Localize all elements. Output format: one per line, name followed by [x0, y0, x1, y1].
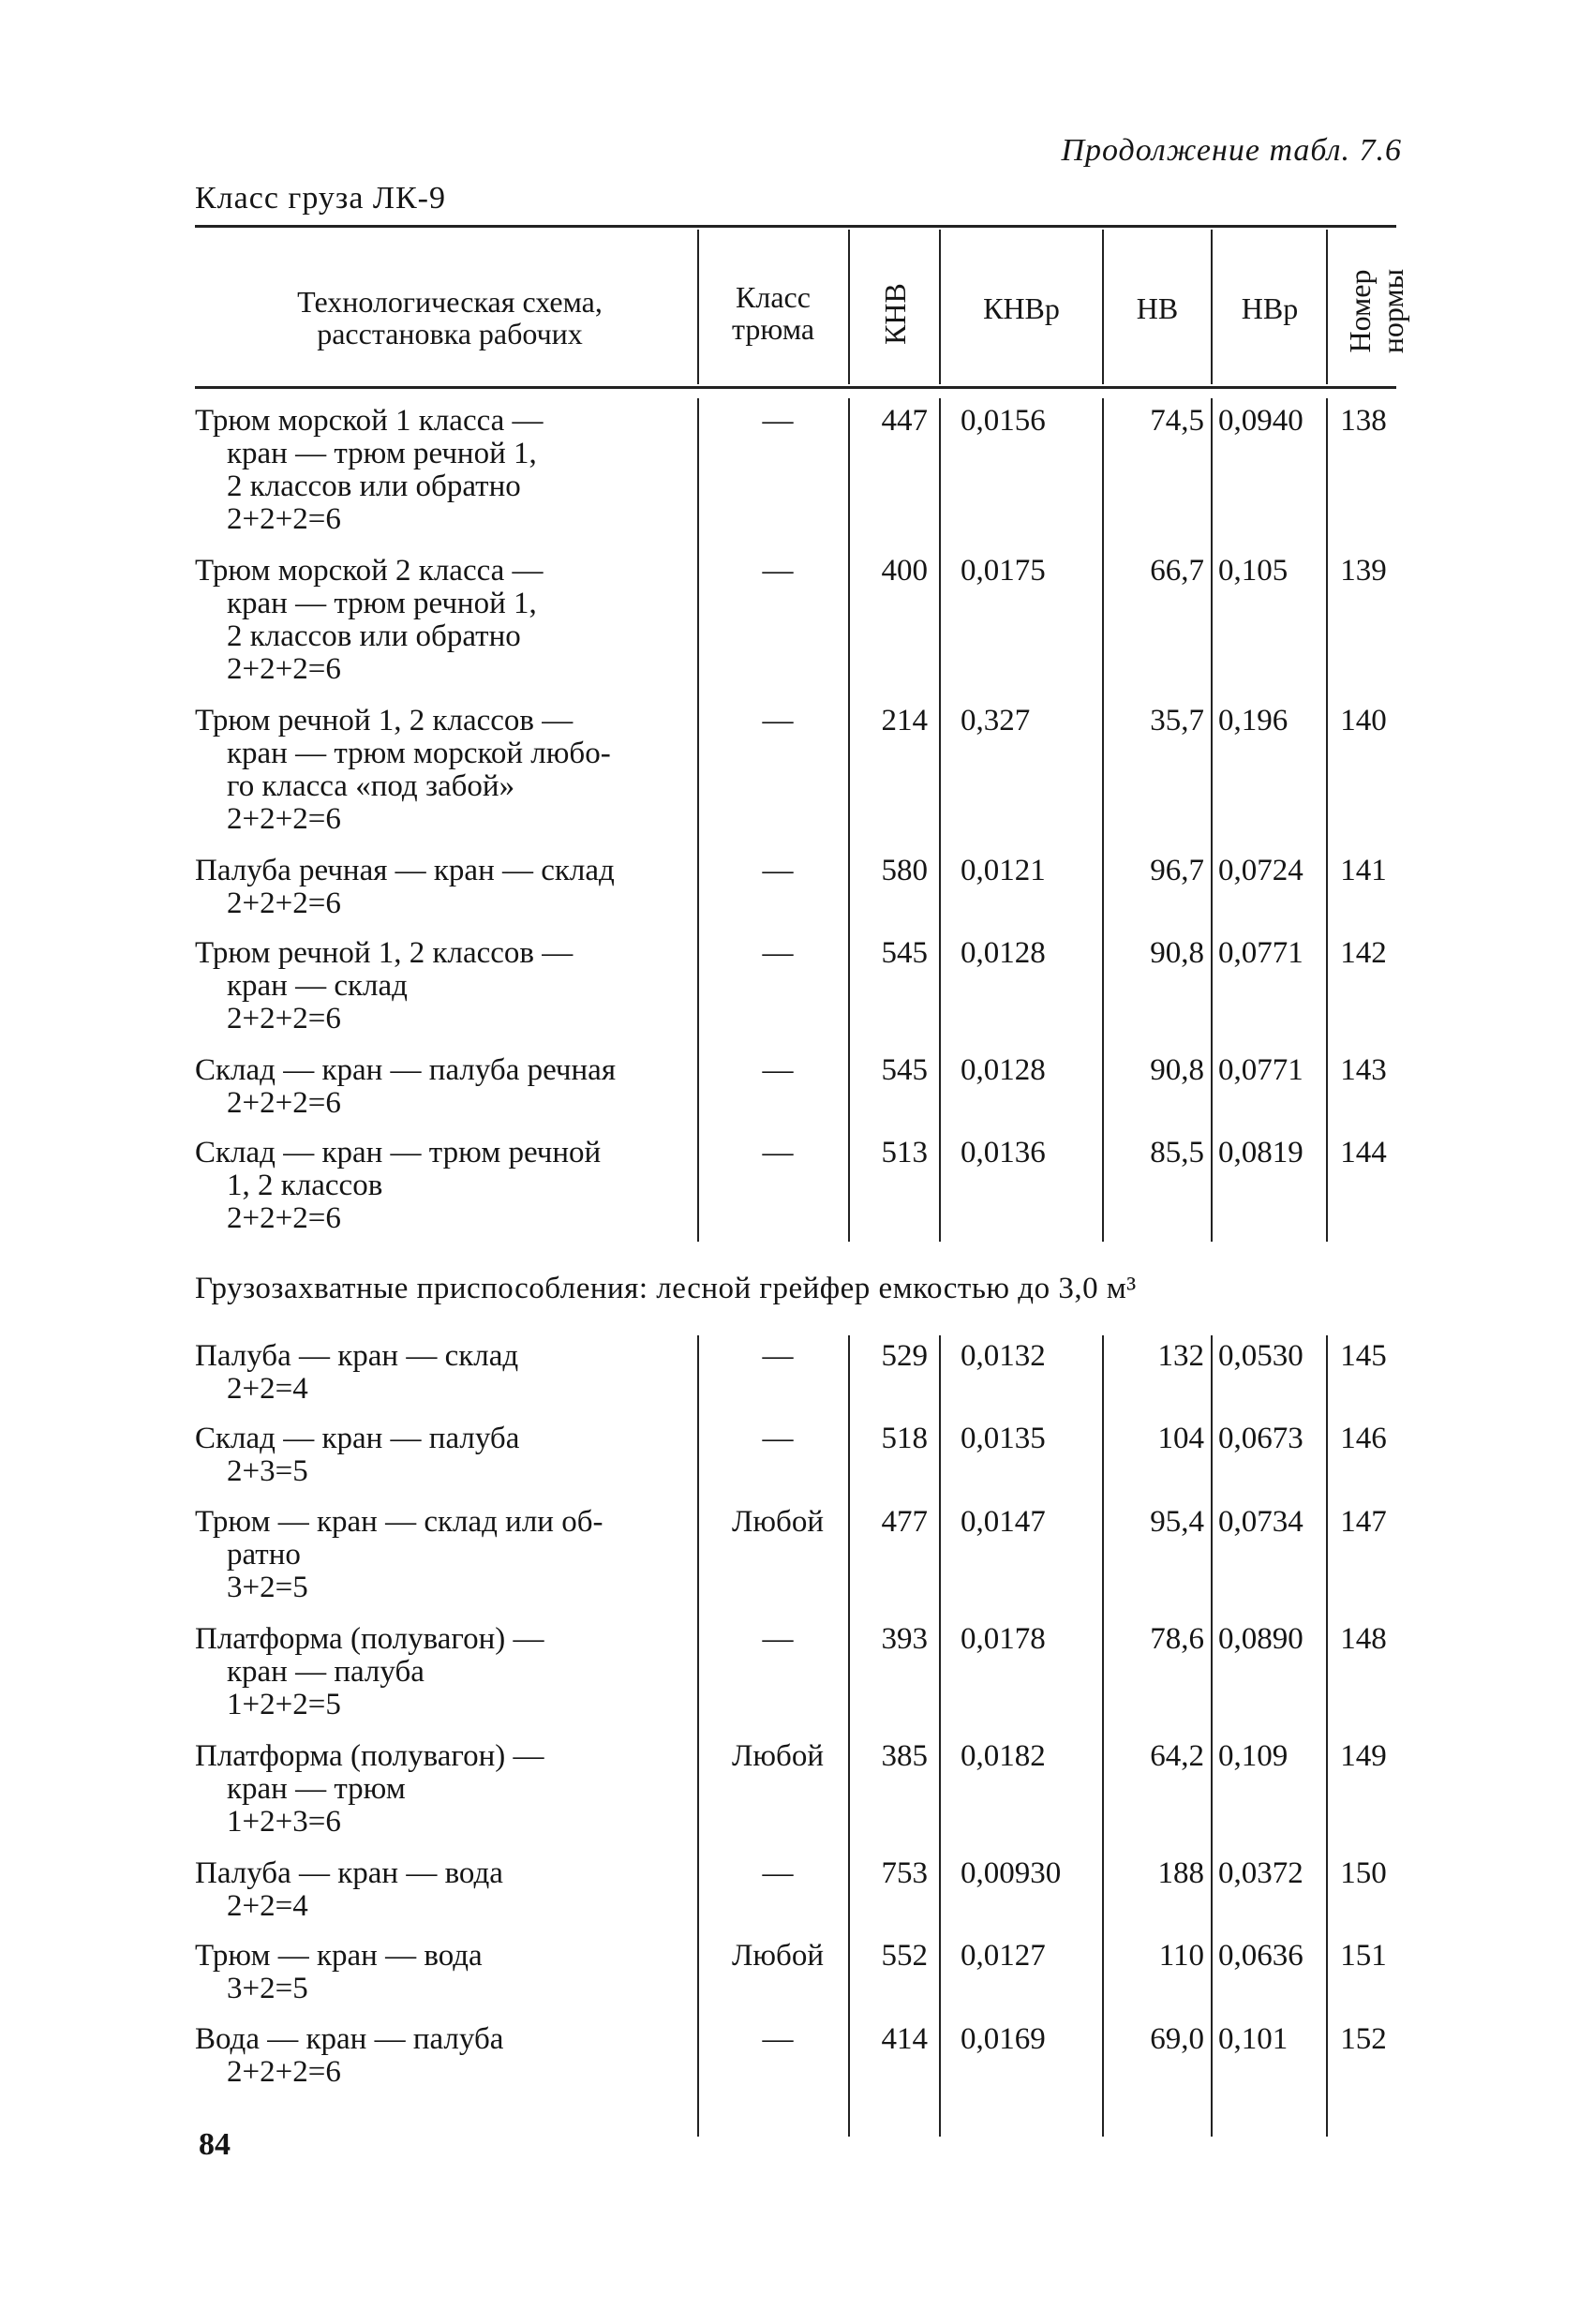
- row-norm-number: 142: [1340, 936, 1387, 970]
- scheme-line: Склад — кран — палуба: [195, 1422, 520, 1455]
- header-divider: [939, 230, 941, 384]
- header-divider: [1102, 230, 1104, 384]
- table-row: [0, 704, 1594, 836]
- scheme-line: 2+2+2=6: [227, 1086, 341, 1120]
- row-hold-class: —: [762, 1856, 794, 1890]
- row-knvp: 0,0147: [961, 1505, 1046, 1539]
- scheme-line: Платформа (полувагон) —: [195, 1739, 544, 1773]
- row-knvp: 0,0128: [961, 1053, 1046, 1087]
- col-header-norm-number-word1: Номер: [1343, 269, 1377, 353]
- row-hold-class: —: [762, 554, 794, 588]
- row-scheme: [195, 1740, 696, 1839]
- header-divider: [848, 230, 850, 384]
- row-norm-number: 140: [1340, 704, 1387, 737]
- scheme-line: кран — склад: [227, 969, 408, 1003]
- row-knvp: 0,0156: [961, 404, 1046, 438]
- row-nv: 132: [1157, 1339, 1204, 1373]
- table-row: [0, 2022, 1594, 2089]
- scheme-line: 1+2+2=5: [227, 1688, 341, 1721]
- row-knv: 447: [881, 404, 928, 438]
- row-nv: 95,4: [1150, 1505, 1204, 1539]
- table-row: [0, 1505, 1594, 1604]
- body-divider: [697, 398, 699, 1242]
- col-header-nvp: НВр: [1241, 291, 1299, 325]
- scheme-line: Палуба — кран — вода: [195, 1856, 503, 1890]
- row-nv: 74,5: [1150, 404, 1204, 438]
- row-knv: 545: [881, 936, 928, 970]
- row-scheme: [195, 1506, 696, 1604]
- row-norm-number: 141: [1340, 854, 1387, 887]
- row-norm-number: 149: [1340, 1739, 1387, 1773]
- row-hold-class: —: [762, 1622, 794, 1656]
- row-nv: 104: [1157, 1422, 1204, 1455]
- body-divider: [1102, 1335, 1104, 2137]
- row-hold-class: —: [762, 2022, 794, 2056]
- row-hold-class: Любой: [732, 1505, 824, 1539]
- col-header-knvp: КНВр: [983, 291, 1060, 325]
- row-nv: 85,5: [1150, 1136, 1204, 1169]
- row-scheme: [195, 1054, 696, 1120]
- row-knv: 477: [881, 1505, 928, 1539]
- header-divider: [1211, 230, 1213, 384]
- row-norm-number: 151: [1340, 1939, 1387, 1973]
- row-nv: 96,7: [1150, 854, 1204, 887]
- scheme-line: го класса «под забой»: [227, 769, 515, 803]
- body-divider: [1326, 398, 1328, 1242]
- row-knvp: 0,0136: [961, 1136, 1046, 1169]
- row-hold-class: Любой: [732, 1939, 824, 1973]
- row-norm-number: 150: [1340, 1856, 1387, 1890]
- row-nv: 66,7: [1150, 554, 1204, 588]
- table-row: [0, 1339, 1594, 1406]
- col-header-norm-number-2: [1378, 255, 1415, 367]
- table-row: [0, 1422, 1594, 1488]
- scheme-line: 2+2+2=6: [227, 1201, 341, 1235]
- row-hold-class: Любой: [732, 1739, 824, 1773]
- scheme-line: ратно: [227, 1538, 301, 1572]
- scheme-line: Склад — кран — палуба речная: [195, 1053, 617, 1087]
- row-scheme: [195, 1623, 696, 1721]
- row-scheme: [195, 2023, 696, 2089]
- row-norm-number: 144: [1340, 1136, 1387, 1169]
- table-row: [0, 1856, 1594, 1923]
- row-knvp: 0,0182: [961, 1739, 1046, 1773]
- row-knvp: 0,0132: [961, 1339, 1046, 1373]
- row-hold-class: —: [762, 404, 794, 438]
- row-norm-number: 146: [1340, 1422, 1387, 1455]
- row-hold-class: —: [762, 1136, 794, 1169]
- row-nvp: 0,0771: [1218, 1053, 1304, 1087]
- row-nvp: 0,101: [1218, 2022, 1289, 2056]
- table-top-rule: [195, 225, 1396, 228]
- scheme-line: Палуба — кран — склад: [195, 1339, 519, 1373]
- row-nv: 64,2: [1150, 1739, 1204, 1773]
- scheme-line: 2+2+2=6: [227, 802, 341, 836]
- section-note: Грузозахватные приспособления: лесной грейфер емкостью до 3,0 м³: [195, 1272, 1137, 1305]
- col-header-knv: КНВ: [878, 283, 912, 345]
- scheme-line: Трюм — кран — вода: [195, 1939, 483, 1973]
- scheme-line: 2 классов или обратно: [227, 619, 521, 653]
- body-divider: [1211, 1335, 1213, 2137]
- row-nvp: 0,109: [1218, 1739, 1289, 1773]
- row-scheme: [195, 1940, 696, 2005]
- row-nvp: 0,0890: [1218, 1622, 1304, 1656]
- body-divider: [848, 398, 850, 1242]
- row-nv: 35,7: [1150, 704, 1204, 737]
- scheme-line: 3+2=5: [227, 1972, 308, 2005]
- scheme-line: 2+2+2=6: [227, 886, 341, 920]
- table-row: [0, 1622, 1594, 1721]
- row-scheme: [195, 555, 696, 686]
- scheme-line: Палуба речная — кран — склад: [195, 854, 615, 887]
- row-knv: 393: [881, 1622, 928, 1656]
- row-knv: 513: [881, 1136, 928, 1169]
- row-knvp: 0,327: [961, 704, 1031, 737]
- row-knv: 400: [881, 554, 928, 588]
- row-nvp: 0,0530: [1218, 1339, 1304, 1373]
- body-divider: [1102, 398, 1104, 1242]
- row-hold-class: —: [762, 1422, 794, 1455]
- scheme-line: 3+2=5: [227, 1571, 308, 1604]
- row-knvp: 0,0135: [961, 1422, 1046, 1455]
- body-divider: [939, 398, 941, 1242]
- row-nvp: 0,0673: [1218, 1422, 1304, 1455]
- table-row: [0, 1739, 1594, 1839]
- row-norm-number: 143: [1340, 1053, 1387, 1087]
- row-scheme: [195, 937, 696, 1035]
- scheme-line: Платформа (полувагон) —: [195, 1622, 544, 1656]
- row-knv: 529: [881, 1339, 928, 1373]
- row-nvp: 0,196: [1218, 704, 1289, 737]
- scheme-line: 1, 2 классов: [227, 1169, 383, 1202]
- row-knv: 753: [881, 1856, 928, 1890]
- row-knv: 414: [881, 2022, 928, 2056]
- scheme-line: Трюм — кран — склад или об-: [195, 1505, 603, 1539]
- row-nvp: 0,0940: [1218, 404, 1304, 438]
- scheme-line: кран — трюм: [227, 1772, 406, 1806]
- scheme-line: Трюм морской 2 класса —: [195, 554, 544, 588]
- scheme-line: Вода — кран — палуба: [195, 2022, 504, 2056]
- row-nvp: 0,0771: [1218, 936, 1304, 970]
- col-header-scheme: Технологическая схема, расстановка рабочих: [297, 285, 603, 350]
- cargo-class-label: Класс груза ЛК-9: [195, 181, 446, 216]
- scheme-line: 1+2+3=6: [227, 1805, 341, 1839]
- scheme-line: 2+2+2=6: [227, 652, 341, 686]
- scheme-line: кран — трюм речной 1,: [227, 437, 537, 470]
- row-knv: 545: [881, 1053, 928, 1087]
- row-scheme: [195, 1137, 696, 1235]
- table-row: [0, 404, 1594, 536]
- scheme-line: кран — трюм речной 1,: [227, 587, 537, 620]
- col-header-nv: НВ: [1136, 291, 1179, 325]
- row-hold-class: —: [762, 704, 794, 737]
- row-nvp: 0,0819: [1218, 1136, 1304, 1169]
- header-divider: [697, 230, 699, 384]
- scheme-line: кран — палуба: [227, 1655, 425, 1689]
- row-scheme: [195, 1857, 696, 1923]
- row-hold-class: —: [762, 1053, 794, 1087]
- scheme-line: 2+2=4: [227, 1372, 308, 1406]
- row-nvp: 0,0724: [1218, 854, 1304, 887]
- page-number: 84: [199, 2127, 231, 2162]
- row-norm-number: 152: [1340, 2022, 1387, 2056]
- table-row: [0, 1053, 1594, 1120]
- body-divider: [939, 1335, 941, 2137]
- col-header-hold-class: Класс трюма: [731, 280, 815, 346]
- row-knv: 385: [881, 1739, 928, 1773]
- continuation-caption: Продолжение табл. 7.6: [1061, 133, 1402, 168]
- scheme-line: Трюм речной 1, 2 классов —: [195, 936, 574, 970]
- row-nvp: 0,0734: [1218, 1505, 1304, 1539]
- row-nv: 69,0: [1150, 2022, 1204, 2056]
- row-nv: 110: [1158, 1939, 1204, 1973]
- row-scheme: [195, 405, 696, 536]
- scheme-line: 2+2=4: [227, 1889, 308, 1923]
- row-knvp: 0,0121: [961, 854, 1046, 887]
- row-nvp: 0,0372: [1218, 1856, 1304, 1890]
- scheme-line: 2+2+2=6: [227, 502, 341, 536]
- row-norm-number: 139: [1340, 554, 1387, 588]
- row-nvp: 0,0636: [1218, 1939, 1304, 1973]
- scheme-line: кран — трюм морской любо-: [227, 737, 611, 770]
- row-norm-number: 145: [1340, 1339, 1387, 1373]
- row-nv: 188: [1157, 1856, 1204, 1890]
- scheme-line: Склад — кран — трюм речной: [195, 1136, 602, 1169]
- row-hold-class: —: [762, 1339, 794, 1373]
- row-knv: 552: [881, 1939, 928, 1973]
- row-norm-number: 147: [1340, 1505, 1387, 1539]
- col-header-norm-number-word2: нормы: [1376, 268, 1409, 354]
- table-row: [0, 936, 1594, 1035]
- row-norm-number: 138: [1340, 404, 1387, 438]
- row-scheme: [195, 1340, 696, 1406]
- scheme-line: 2+2+2=6: [227, 1002, 341, 1035]
- row-scheme: [195, 855, 696, 920]
- row-knvp: 0,0128: [961, 936, 1046, 970]
- row-knvp: 0,00930: [961, 1856, 1062, 1890]
- row-scheme: [195, 705, 696, 836]
- row-knvp: 0,0127: [961, 1939, 1046, 1973]
- row-knv: 518: [881, 1422, 928, 1455]
- row-hold-class: —: [762, 936, 794, 970]
- header-divider: [1326, 230, 1328, 384]
- row-nv: 90,8: [1150, 1053, 1204, 1087]
- table-header-rule: [195, 386, 1396, 389]
- row-knvp: 0,0169: [961, 2022, 1046, 2056]
- body-divider: [1326, 1335, 1328, 2137]
- row-knv: 580: [881, 854, 928, 887]
- row-nv: 90,8: [1150, 936, 1204, 970]
- body-divider: [848, 1335, 850, 2137]
- scheme-line: 2+3=5: [227, 1454, 308, 1488]
- scheme-line: 2 классов или обратно: [227, 469, 521, 503]
- scheme-line: 2+2+2=6: [227, 2055, 341, 2089]
- body-divider: [697, 1335, 699, 2137]
- row-nvp: 0,105: [1218, 554, 1289, 588]
- row-knv: 214: [881, 704, 928, 737]
- table-row: [0, 1939, 1594, 2005]
- row-knvp: 0,0175: [961, 554, 1046, 588]
- table-row: [0, 854, 1594, 920]
- table-row: [0, 1136, 1594, 1235]
- row-nv: 78,6: [1150, 1622, 1204, 1656]
- row-hold-class: —: [762, 854, 794, 887]
- table-row: [0, 554, 1594, 686]
- row-knvp: 0,0178: [961, 1622, 1046, 1656]
- row-scheme: [195, 1423, 696, 1488]
- scheme-line: Трюм морской 1 класса —: [195, 404, 544, 438]
- scheme-line: Трюм речной 1, 2 классов —: [195, 704, 574, 737]
- body-divider: [1211, 398, 1213, 1242]
- row-norm-number: 148: [1340, 1622, 1387, 1656]
